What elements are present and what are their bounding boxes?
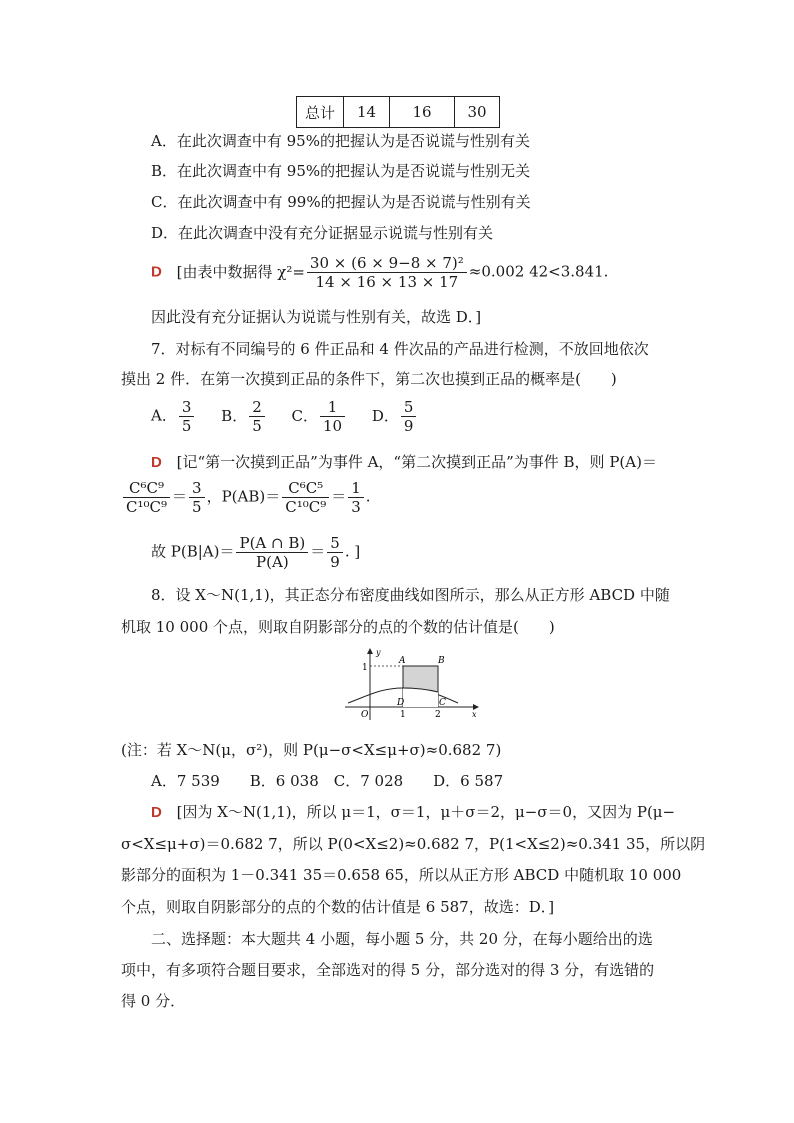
q7-end2: . [365, 487, 371, 506]
q8-solution-line1 [151, 802, 675, 823]
table-cell: 30 [455, 97, 500, 128]
q7-stem-line2: 摸出 2 件．在第一次摸到正品的条件下，第二次也摸到正品的概率是( ) [121, 370, 617, 388]
fig-label-a: A [399, 656, 406, 666]
q7-options [151, 398, 418, 435]
q7-opt-a-frac [179, 398, 195, 435]
q6-answer: D [151, 263, 162, 281]
section2-line3: 得 0 分． [121, 992, 186, 1010]
q7-opt-a-den: 5 [181, 417, 192, 435]
q7-answer: D [151, 454, 162, 471]
q7-val2-den: 3 [351, 498, 361, 516]
q7-frac2-num: C⁶C⁵ [282, 479, 329, 498]
q8-stem-line1: 8．设 X～N(1,1)，其正态分布密度曲线如图所示，那么从正方形 ABCD 中随 [151, 586, 670, 604]
q7-opt-c-num: 1 [320, 398, 345, 417]
q6-sol-suffix: ≈0.002 42<3.841. [468, 262, 609, 281]
q7-opt-d-den: 9 [403, 417, 414, 435]
q7-opt-c-frac [320, 398, 345, 435]
q7-opt-b-num: 2 [249, 398, 265, 417]
q8-solution-line4: 个点，则取自阴影部分的点的个数的估计值是 6 587，故选：D．] [121, 898, 555, 916]
fig-label-x: x [472, 710, 477, 719]
q7-eq3: ＝ [310, 542, 326, 561]
q7-opt-c-den: 10 [323, 417, 343, 435]
q7-val3-den: 9 [330, 553, 340, 571]
q8-solution-line3: 影部分的面积为 1－0.341 35＝0.658 65，所以从正方形 ABCD 中随机取 10 000 [121, 866, 682, 884]
fig-label-o: O [361, 710, 369, 720]
q7-val3-num: 5 [327, 534, 343, 553]
q7-opt-c-label: C． [291, 406, 319, 425]
normal-curve-figure [340, 645, 490, 725]
q7-opt-d-frac [401, 398, 417, 435]
q7-frac3-den: P(A) [256, 553, 289, 571]
q7-solution-line1 [151, 452, 657, 473]
table-cell: 总计 [297, 97, 344, 128]
q7-val2-num: 1 [348, 479, 364, 498]
q7-frac1-den: C¹⁰C⁹ [126, 498, 167, 516]
q8-note: (注：若 X～N(μ，σ²)，则 P(μ−σ<X≤μ+σ)≈0.682 7) [121, 741, 502, 759]
q8-stem-line2: 机取 10 000 个点，则取自阴影部分的点的个数的估计值是( ) [121, 618, 555, 636]
table-cell: 14 [344, 97, 390, 128]
q7-pab: ，P(AB)＝ [206, 487, 281, 506]
q6-solution-line2: 因此没有充分证据认为说谎与性别有关，故选 D．] [151, 308, 482, 326]
fig-label-y: y [376, 648, 381, 657]
section2-line1: 二、选择题：本大题共 4 小题，每小题 5 分，共 20 分，在每小题给出的选 [151, 930, 653, 948]
q6-frac-den: 14 × 16 × 13 × 17 [315, 273, 459, 291]
q7-opt-a-num: 3 [179, 398, 195, 417]
q7-val3 [327, 534, 343, 571]
q6-option-b: B．在此次调查中有 95%的把握认为是否说谎与性别无关 [151, 162, 531, 180]
q7-opt-b-den: 5 [252, 417, 262, 435]
totals-table [296, 96, 500, 128]
q6-solution [151, 254, 608, 291]
q7-eq1: ＝ [172, 487, 188, 506]
q7-frac2-den: C¹⁰C⁹ [285, 498, 327, 516]
q7-opt-d-num: 5 [401, 398, 417, 417]
fig-label-c: C [439, 698, 446, 708]
q7-frac1 [123, 479, 170, 516]
q8-solution-line2: σ<X≤μ+σ)＝0.682 7，所以 P(0<X≤2)≈0.682 7，P(1<X≤2)≈0.341 35，所以阴 [121, 835, 706, 853]
fig-label-two-x: 2 [435, 710, 441, 720]
q7-frac3 [236, 534, 308, 571]
q7-opt-a-label: A． [151, 406, 177, 425]
q7-solution-line2 [121, 479, 371, 516]
fig-label-one-x: 1 [400, 710, 406, 720]
q8-sol1: [因为 X～N(1,1)，所以 μ＝1，σ＝1，μ＋σ＝2，μ−σ＝0，又因为 P(μ− [176, 803, 676, 821]
q7-val1 [189, 479, 205, 516]
section2-line2: 项中，有多项符合题目要求，全部选对的得 5 分，部分选对的得 3 分，有选错的 [121, 961, 655, 979]
q7-end3: . ] [344, 542, 361, 561]
q7-solution-line3 [151, 534, 360, 571]
q6-option-a: A．在此次调查中有 95%的把握认为是否说谎与性别有关 [151, 132, 530, 150]
q7-opt-b-frac [249, 398, 265, 435]
fig-label-b: B [438, 656, 445, 666]
q7-sol-text: [记“第一次摸到正品”为事件 A，“第二次摸到正品”为事件 B，则 P(A)＝ [176, 453, 657, 471]
q7-val2 [348, 479, 364, 516]
q6-option-d: D．在此次调查中没有充分证据显示说谎与性别有关 [151, 224, 494, 242]
q6-frac-num: 30 × (6 × 9−8 × 7)² [307, 254, 467, 273]
q6-fraction [307, 254, 467, 291]
q7-opt-b-label: B． [221, 406, 248, 425]
fig-label-one-y: 1 [362, 663, 368, 673]
q6-option-c: C．在此次调查中有 99%的把握认为是否说谎与性别有关 [151, 193, 531, 211]
q7-frac3-num: P(A ∩ B) [236, 534, 308, 553]
q7-stem-line1: 7．对标有不同编号的 6 件正品和 4 件次品的产品进行检测，不放回地依次 [151, 340, 649, 358]
q7-frac2 [282, 479, 329, 516]
fig-label-d: D [397, 698, 405, 708]
q7-opt-d-label: D． [371, 406, 399, 425]
q7-sol3-prefix: 故 P(B|A)＝ [151, 542, 235, 561]
q7-val1-num: 3 [189, 479, 205, 498]
table-cell: 16 [390, 97, 455, 128]
q7-frac1-num: C⁶C⁹ [123, 479, 170, 498]
q8-options: A．7 539 B．6 038 C．7 028 D．6 587 [151, 772, 504, 790]
q7-val1-den: 5 [192, 498, 202, 516]
q7-eq2: ＝ [331, 487, 347, 506]
q6-sol-prefix: [由表中数据得 χ²= [176, 262, 305, 281]
q8-answer: D [151, 804, 162, 821]
table-row [297, 97, 500, 128]
